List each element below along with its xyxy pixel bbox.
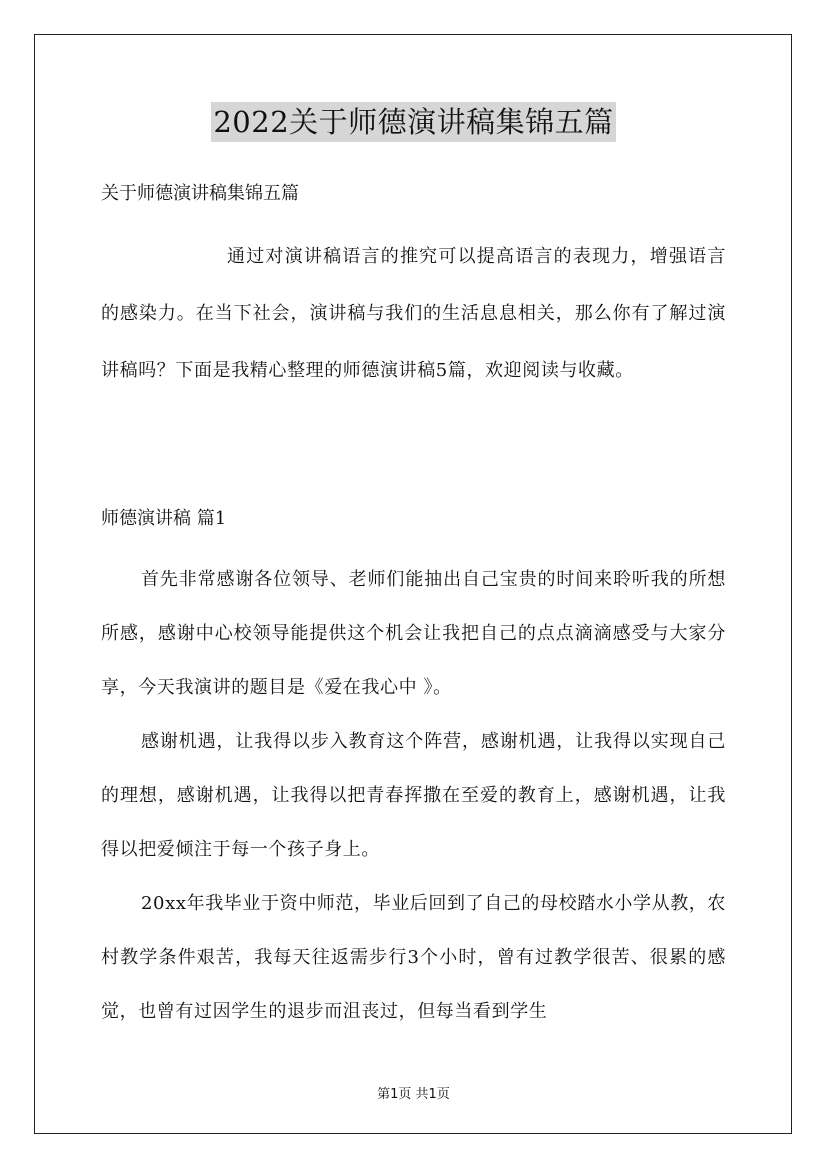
document-title: 2022关于师德演讲稿集锦五篇 — [211, 102, 615, 142]
intro-paragraph: 通过对演讲稿语言的推究可以提高语言的表现力，增强语言的感染力。在当下社会，演讲稿与我们的生活息息相关，那么你有了解过演讲稿吗？下面是我精心整理的师德演讲稿5篇，欢迎阅读与收藏。 — [101, 246, 726, 381]
body-paragraph-3: 20xx年我毕业于资中师范，毕业后回到了自己的母校踏水小学从教，农村教学条件艰苦，我每天往返需步行3个小时，曾有过教学很苦、很累的感觉，也曾有过因学生的退步而沮丧过，但每当看到学生 — [101, 893, 727, 1022]
section-heading: 师德演讲稿 篇1 — [101, 508, 227, 529]
body-paragraph-2: 感谢机遇，让我得以步入教育这个阵营，感谢机遇，让我得以实现自己的理想，感谢机遇，让我得以把青春挥撒在至爱的教育上，感谢机遇，让我得以把爱倾注于每一个孩子身上。 — [101, 731, 726, 860]
document-subtitle: 关于师德演讲稿集锦五篇 — [101, 183, 299, 204]
page-footer: 第1页 共1页 — [377, 1087, 450, 1102]
title-container — [0, 102, 827, 142]
body-paragraph-1: 首先非常感谢各位领导、老师们能抽出自己宝贵的时间来聆听我的所想所感，感谢中心校领导能提供这个机会让我把自己的点点滴滴感受与大家分享，今天我演讲的题目是《爱在我心中 》。 — [101, 569, 726, 698]
